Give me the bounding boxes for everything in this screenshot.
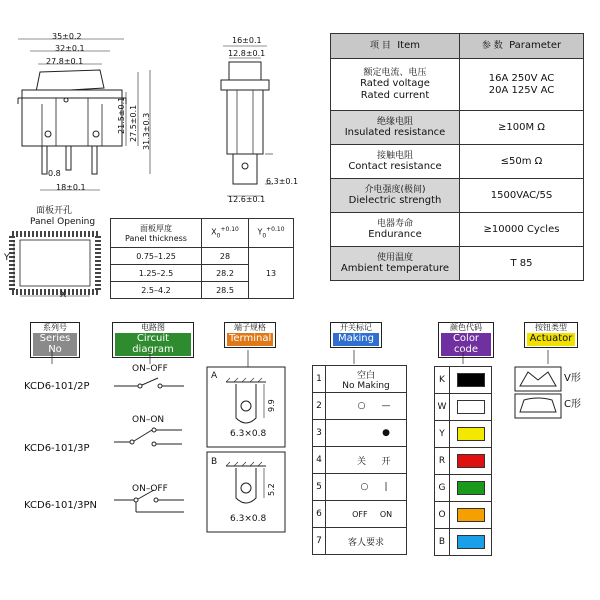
dim-w32: 32±0.1 [55, 44, 85, 53]
making-table [312, 365, 407, 555]
y-tol-lower: 0 [262, 232, 267, 240]
terminal-a-label: A [211, 371, 218, 381]
y-header: Y [257, 228, 263, 238]
thickness-range: 0.75–1.25 [111, 248, 202, 265]
making-num: 7 [313, 528, 326, 555]
color-code: B [435, 529, 450, 556]
making-text: 客人要求 [326, 528, 407, 555]
param-name-cn: 介电强度(极间) [364, 184, 426, 195]
actuator-shapes [514, 366, 594, 420]
param-value: 16A 250V AC [488, 73, 555, 84]
dim-d08: 0.8 [48, 169, 61, 178]
dim-h313: 31.3±0.3 [142, 112, 151, 150]
dim-h215: 21.5±0.1 [117, 96, 126, 134]
actuator-c-label: C形 [564, 399, 581, 410]
series-header: 系列号 Series No [30, 322, 80, 358]
color-swatch [457, 454, 485, 468]
circuit-diagrams [100, 370, 210, 520]
color-code: Y [435, 421, 450, 448]
making-text: 空白 [356, 370, 375, 381]
dim-w126: 12.6±0.1 [228, 195, 266, 204]
circuit-label-2: ON–ON [132, 415, 165, 425]
making-num: 4 [313, 447, 326, 474]
making-symbol-b: 开 [381, 456, 391, 467]
x-tol-lower: 0 [216, 232, 221, 240]
dim-w16: 16±0.1 [232, 36, 262, 45]
side-view-drawing [215, 40, 315, 210]
param-name-en: Insulated resistance [344, 126, 446, 138]
table-row [435, 529, 492, 556]
table-row [331, 59, 584, 111]
actuator-header: 按钮类型 Actuator [524, 322, 578, 348]
thickness-range: 1.25–2.5 [111, 265, 202, 282]
param-value: ≥100M Ω [460, 111, 584, 145]
panel-opening-cn: 面板开孔 [36, 206, 73, 216]
terminal-b-label: B [211, 457, 218, 467]
terminal-header: 端子规格 Terminal [224, 322, 276, 348]
color-swatch [457, 427, 485, 441]
thickness-range: 2.5–4.2 [111, 282, 202, 299]
color-header: 颜色代码 Color code [438, 322, 494, 358]
table-row [331, 111, 584, 145]
dim-h63: 6.3±0.1 [266, 177, 299, 186]
table-row [111, 248, 294, 265]
making-text-en: No Making [342, 380, 390, 391]
making-symbol-a: OFF [352, 509, 368, 519]
color-code: W [435, 394, 450, 421]
thickness-y: 13 [249, 248, 294, 299]
making-symbol-b: ON [379, 509, 393, 519]
front-view-drawing [0, 30, 200, 200]
terminal-diagrams [206, 366, 296, 536]
parameter-table [330, 33, 584, 281]
param-name-en: Rated current [360, 89, 430, 101]
table-row [313, 474, 407, 501]
color-swatch [457, 373, 485, 387]
thickness-x: 28.5 [202, 282, 249, 299]
table-row [331, 145, 584, 179]
y-tol-upper: +0.10 [266, 226, 285, 234]
param-name-cn: 额定电流、电压 [363, 67, 427, 78]
color-code: G [435, 475, 450, 502]
making-num: 5 [313, 474, 326, 501]
color-code: K [435, 367, 450, 394]
table-row [313, 366, 407, 393]
circuit-label-1: ON–OFF [132, 364, 168, 374]
param-header-item: 项 目 Item [331, 34, 460, 59]
param-name-en: Dielectric strength [348, 194, 442, 206]
param-value: 20A 125V AC [488, 84, 555, 96]
thickness-header-en: Panel thickness [125, 234, 187, 243]
terminal-a-height: 9.9 [267, 399, 276, 412]
param-name-en: Ambient temperature [340, 262, 450, 274]
circuit-header: 电路图 Circuit diagram [112, 322, 194, 358]
param-name-cn: 绝缘电阻 [376, 116, 413, 127]
color-swatch [457, 535, 485, 549]
table-row [435, 502, 492, 529]
making-symbol-b: | [384, 482, 388, 492]
circuit-label-3: ON–OFF [132, 484, 168, 494]
table-row [435, 367, 492, 394]
terminal-b-size: 6.3×0.8 [230, 514, 267, 524]
param-name-cn: 接触电阻 [376, 150, 413, 161]
param-value: ≥10000 Cycles [460, 213, 584, 247]
making-symbol-b: — [381, 401, 391, 411]
dim-d18: 18±0.1 [56, 183, 86, 192]
color-code: R [435, 448, 450, 475]
table-row [331, 247, 584, 281]
table-row [313, 447, 407, 474]
making-symbol-b: ● [382, 428, 390, 438]
making-num: 6 [313, 501, 326, 528]
x-tol-upper: +0.10 [220, 226, 239, 234]
terminal-b-height: 5.2 [267, 483, 276, 496]
thickness-x: 28.2 [202, 265, 249, 282]
table-row [331, 213, 584, 247]
table-row [313, 501, 407, 528]
actuator-v-label: V形 [564, 373, 581, 384]
making-header: 开关标记 Making [330, 322, 382, 348]
param-value: 1500VAC/5S [460, 179, 584, 213]
making-num: 3 [313, 420, 326, 447]
color-code: O [435, 502, 450, 529]
dim-w278: 27.8±0.1 [46, 57, 84, 66]
making-symbol-a: ○ [357, 401, 366, 411]
series-model-1: KCD6-101/2P [24, 381, 90, 392]
param-name-en: Rated voltage [360, 78, 430, 90]
table-row [435, 394, 492, 421]
panel-y-label: Y [4, 253, 10, 263]
color-swatch [457, 508, 485, 522]
param-value: ≤50m Ω [460, 145, 584, 179]
panel-opening-en: Panel Opening [30, 217, 96, 227]
color-table [434, 366, 492, 556]
series-model-2: KCD6-101/3P [24, 443, 90, 454]
table-row [435, 421, 492, 448]
table-row [313, 420, 407, 447]
table-row [435, 475, 492, 502]
making-num: 1 [313, 366, 326, 393]
series-model-3: KCD6-101/3PN [24, 500, 97, 511]
making-symbol-a: 关 [356, 456, 366, 467]
param-name-cn: 电器寿命 [376, 218, 413, 229]
dim-h275: 27.5±0.1 [129, 104, 138, 142]
dim-w128: 12.8±0.1 [228, 49, 266, 58]
param-name-en: Endurance [368, 228, 422, 240]
panel-x-label: X [60, 290, 67, 300]
param-value: T 85 [460, 247, 584, 281]
making-num: 2 [313, 393, 326, 420]
param-name-en: Contact resistance [348, 160, 442, 172]
table-row [435, 448, 492, 475]
param-name-cn: 使用温度 [376, 252, 413, 263]
panel-opening-drawing [0, 228, 110, 308]
thickness-header-cn: 面板厚度 [140, 224, 172, 233]
terminal-a-size: 6.3×0.8 [230, 429, 267, 439]
table-row [313, 393, 407, 420]
table-row [313, 528, 407, 555]
panel-thickness-table [110, 218, 294, 299]
x-header: X [211, 228, 217, 238]
header-connectors [0, 350, 600, 370]
param-header-parameter: 参 数 Parameter [460, 34, 584, 59]
color-swatch [457, 400, 485, 414]
dim-w35: 35±0.2 [52, 32, 82, 41]
making-symbol-a: ○ [360, 482, 369, 492]
table-row [331, 179, 584, 213]
color-swatch [457, 481, 485, 495]
thickness-x: 28 [202, 248, 249, 265]
